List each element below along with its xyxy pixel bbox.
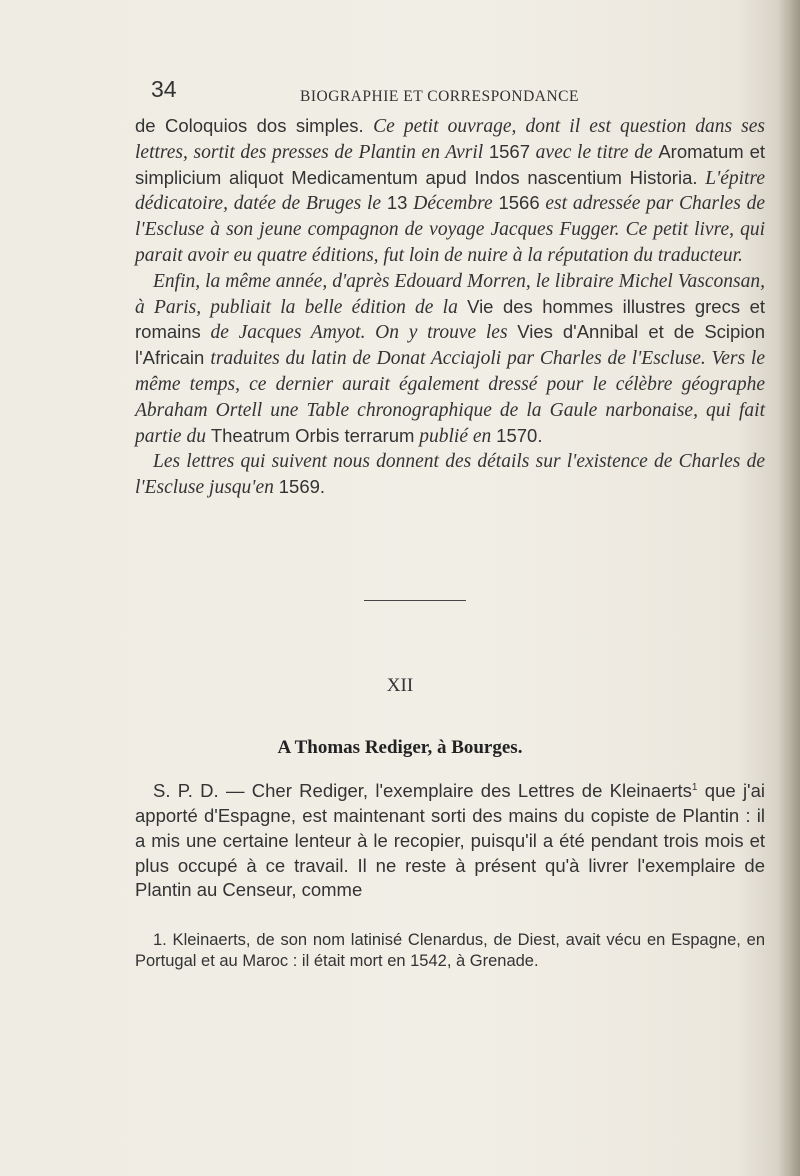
text-run-italic: de Jacques Amyot. On y trouve les bbox=[200, 322, 518, 344]
text-run-italic: traduites du latin de Donat Acciajoli par Charles de l'Escluse. Vers le même temps, ce dernier aurait également dressé pour le célèbre géographe Abraham Ortell une Table chronographique de la Gaule narbonaise, qui fait partie du bbox=[135, 348, 765, 447]
letter-paragraph bbox=[135, 776, 765, 903]
text-run-italic: L'épitre dédicatoire, datée de Bruges le bbox=[135, 167, 765, 215]
footnote-marker: 1 bbox=[691, 782, 698, 793]
page-edge-shadow bbox=[778, 0, 800, 1176]
text-run-italic: Ce petit ouvrage, dont il est question dans ses lettres, sortit des presses de Plantin en Avril bbox=[135, 116, 765, 163]
letter-text bbox=[135, 776, 765, 903]
text-run-italic: Les lettres qui suivent nous donnent des détails sur l'existence de Charles de l'Escluse jusqu'en bbox=[135, 451, 765, 499]
footnote-text: 1. Kleinaerts, de son nom latinisé Clenardus, de Diest, avait vécu en Espagne, en Portugal et au Maroc : il était mort en 1542, à Grenade. bbox=[135, 931, 765, 970]
intro-paragraph bbox=[135, 269, 765, 450]
running-title: BIOGRAPHIE ET CORRESPONDANCE bbox=[300, 88, 579, 105]
text-run: Vies bbox=[517, 321, 553, 343]
text-run: Theatrum Orbis terrarum bbox=[210, 424, 415, 446]
text-run: Vie des hommes illustres grecs et romains bbox=[135, 295, 765, 343]
text-run: 1567 bbox=[488, 140, 531, 162]
text-run: 1569. bbox=[278, 476, 326, 498]
text-run-italic: avec le titre de bbox=[530, 141, 659, 163]
letter-addressee: A Thomas Rediger, à Bourges. bbox=[277, 737, 523, 758]
text-run-italic: Décembre bbox=[407, 193, 499, 215]
footnote bbox=[135, 930, 765, 972]
page-number: 34 bbox=[151, 76, 177, 102]
text-run: 1566 bbox=[498, 192, 540, 214]
intro-text bbox=[135, 114, 765, 501]
text-run-italic: publié en bbox=[414, 425, 497, 447]
text-run: 13 bbox=[386, 192, 408, 214]
running-head bbox=[0, 76, 800, 106]
text-run: de Coloquios dos simples. bbox=[135, 115, 374, 136]
text-run-italic: Enfin, la même année, d'après Edouard Morren, le libraire Michel Vasconsan, à Paris, publiait la belle édition de la bbox=[135, 270, 765, 318]
intro-paragraph bbox=[135, 449, 765, 501]
text-run: d'Annibal et de Scipion l'Africain bbox=[135, 321, 766, 369]
text-run: S. P. D. — Cher Rediger, l'exemplaire des Lettres de Kleinaerts bbox=[153, 780, 692, 802]
text-run-italic: est adressée par Charles de l'Escluse à son jeune compagnon de voyage Jacques Fugger. Ce petit livre, qui parait avoir eu quatre éditions, fut loin de nuire à la réputation du traducteur. bbox=[135, 193, 765, 266]
text-run: 1570. bbox=[496, 424, 543, 446]
section-number: XII bbox=[386, 675, 414, 696]
text-run: que j'ai apporté d'Espagne, est maintenant sorti des mains du copiste de Plantin : il a mis une certaine lenteur à le recopier, puisqu'il a été pendant trois mois et plus occupé à ce travail. Il ne reste à présent qu'à livrer l'exemplaire de Plantin au Censeur, comme bbox=[135, 780, 765, 901]
section-divider bbox=[364, 600, 466, 601]
intro-paragraph bbox=[135, 114, 765, 269]
text-run: Aromatum et simplicium aliquot Medicamentum apud Indos nascentium Historia. bbox=[135, 140, 765, 188]
